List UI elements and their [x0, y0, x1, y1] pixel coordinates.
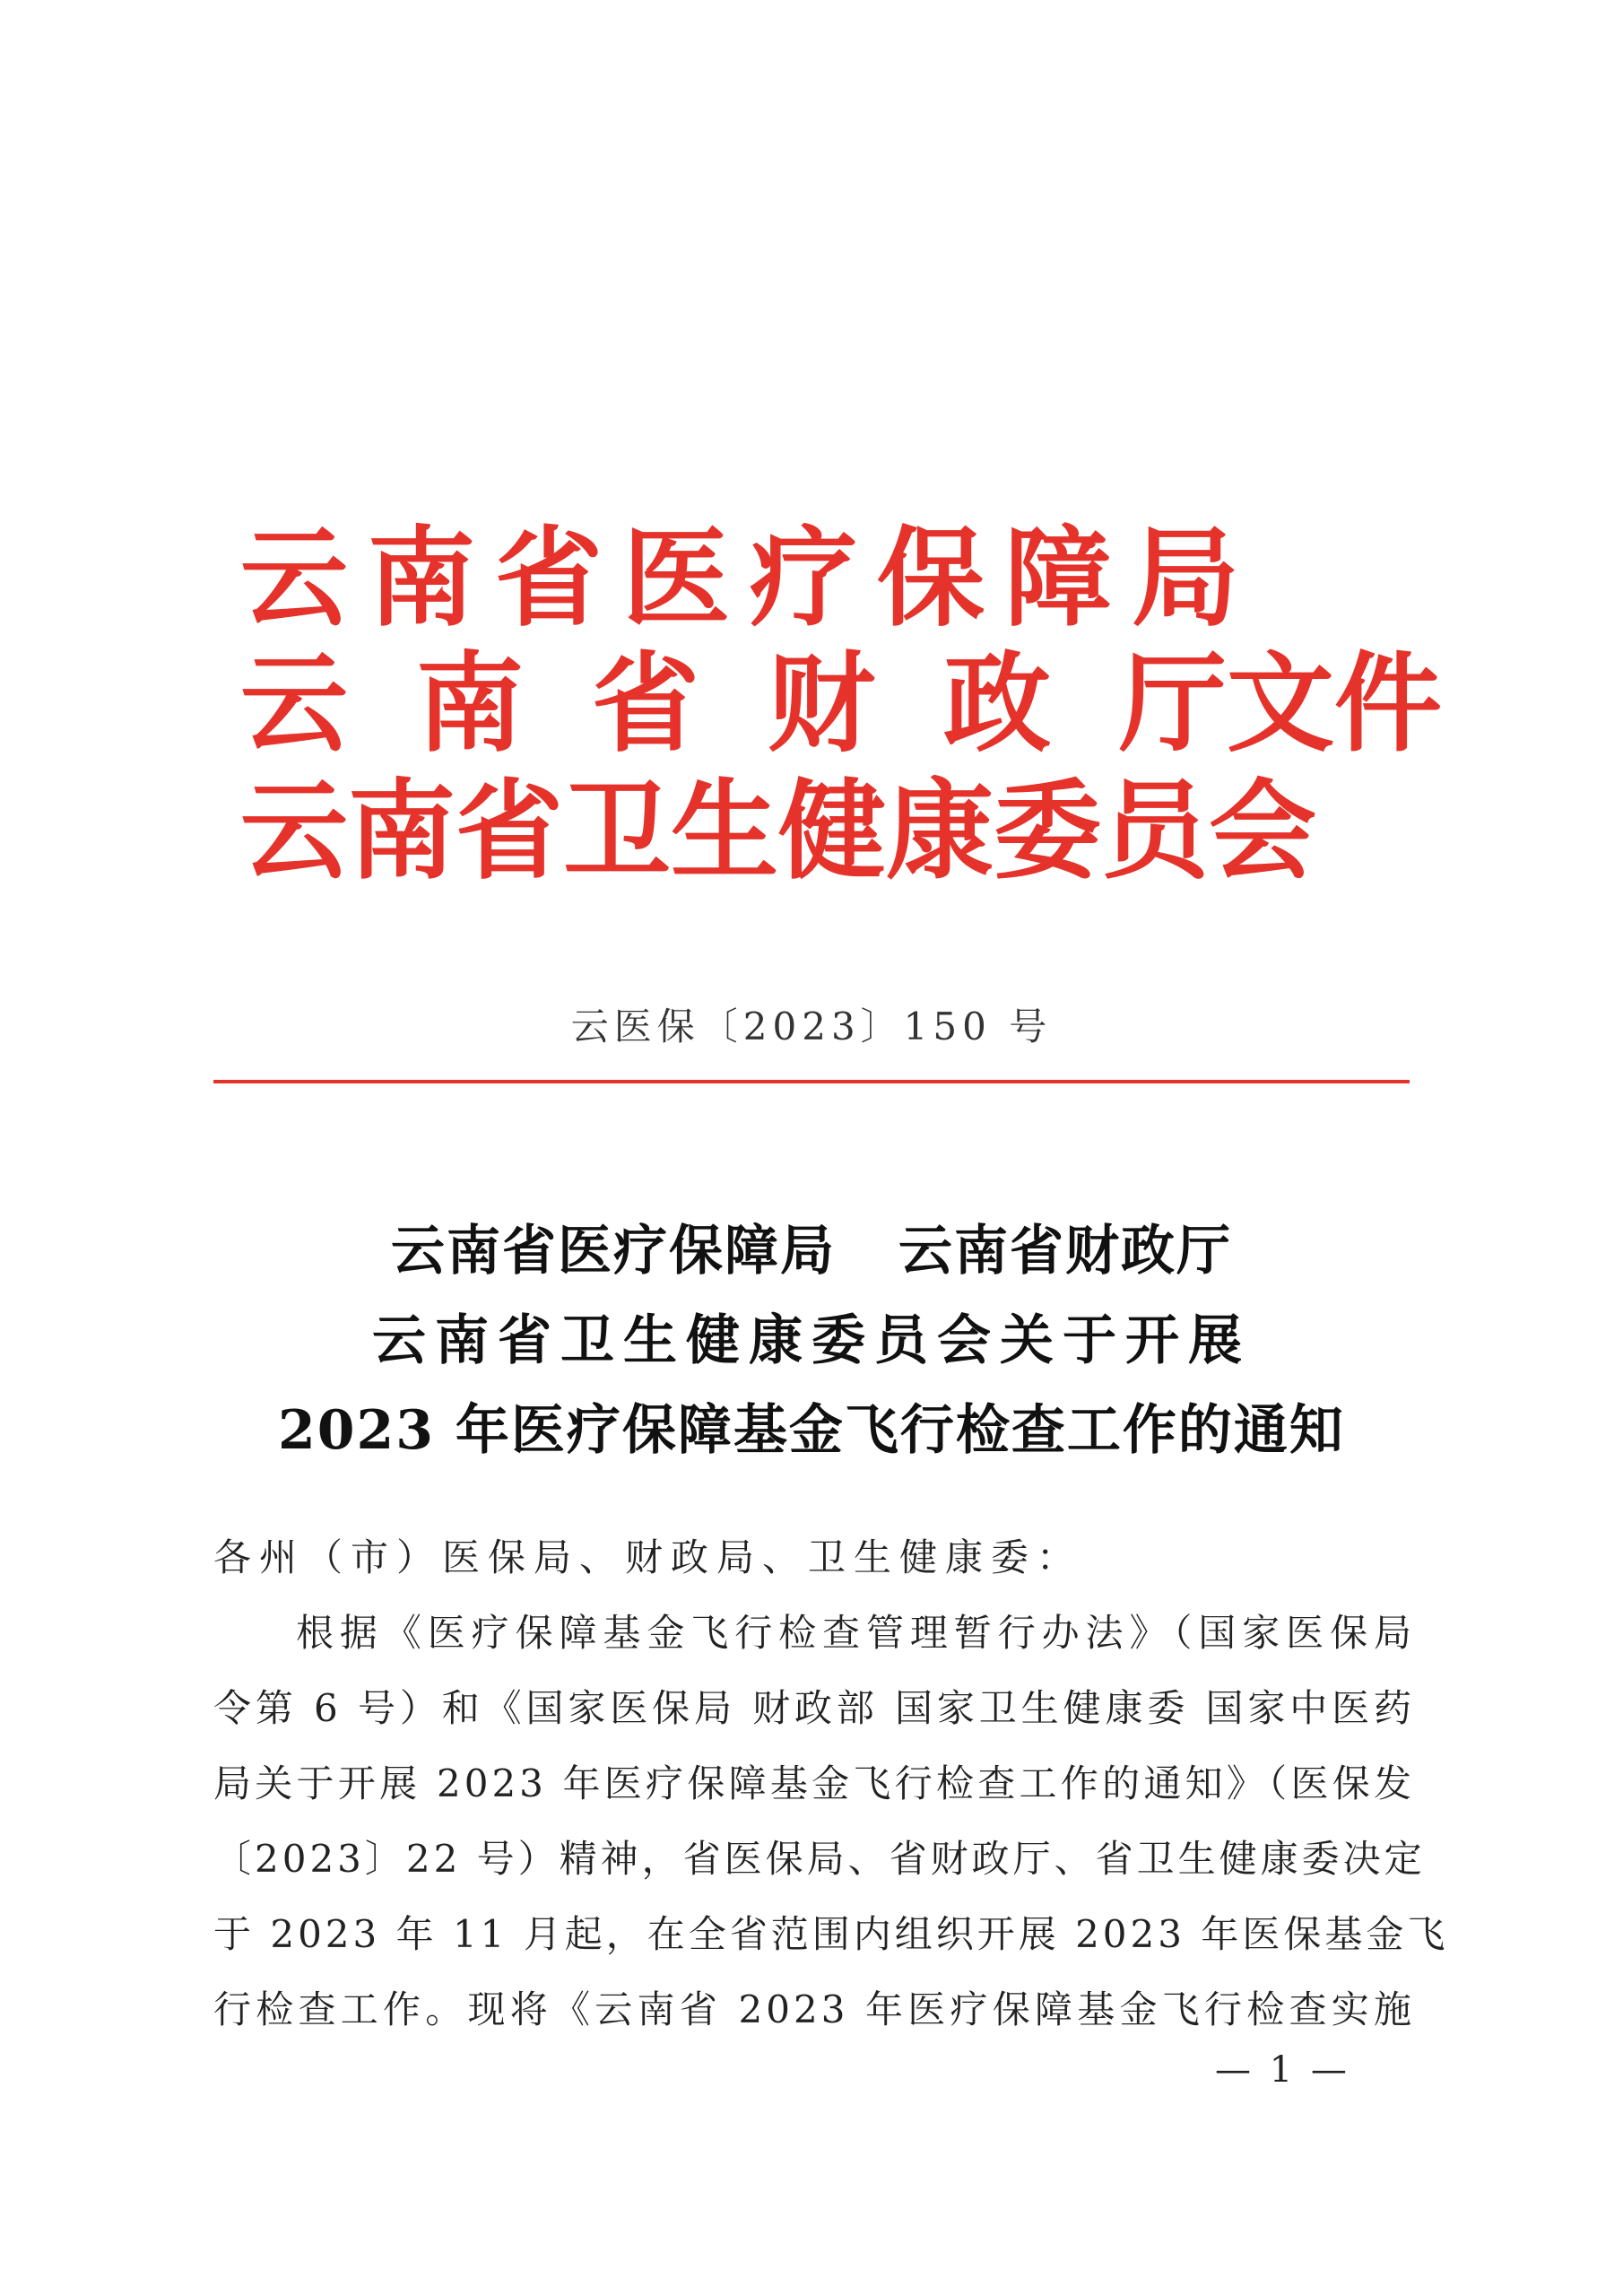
body-line: 局关于开展 2023 年医疗保障基金飞行检查工作的通知》（医保发 — [213, 1761, 1415, 1805]
page-number: — 1 — — [1215, 2049, 1350, 2091]
document-body — [213, 1520, 1449, 2048]
masthead-char: 财 — [768, 640, 875, 767]
body-line: 行检查工作。现将《云南省 2023 年医疗保障基金飞行检查实施 — [213, 1987, 1415, 2031]
body-line: 令第 6 号）和《国家医保局 财政部 国家卫生健康委 国家中医药 — [213, 1686, 1415, 1730]
masthead-line-2-tail: 厅文件 — [1119, 640, 1442, 767]
masthead-char: 云 — [240, 640, 348, 767]
salutation: 各州（市）医保局、财政局、卫生健康委： — [213, 1535, 1083, 1579]
masthead-line-2 — [240, 641, 1442, 767]
document-title — [0, 1206, 1623, 1475]
title-issuer-1: 云南省医疗保障局 — [391, 1220, 836, 1283]
body-line: 根据《医疗保障基金飞行检查管理暂行办法》（国家医保局 — [296, 1611, 1415, 1655]
title-line-3: 2023 年医疗保障基金飞行检查工作的通知 — [278, 1399, 1345, 1462]
masthead-line-3: 云南省卫生健康委员会 — [240, 768, 1316, 894]
title-line-1 — [0, 1206, 1623, 1296]
masthead-line-1: 云南省医疗保障局 — [240, 515, 1259, 641]
red-separator-line — [213, 1080, 1410, 1083]
masthead-char: 南 — [416, 640, 524, 767]
masthead-char: 政 — [943, 640, 1051, 767]
document-number: 云医保〔2023〕150 号 — [570, 1004, 1053, 1048]
body-line: 于 2023 年 11 月起，在全省范围内组织开展 2023 年医保基金飞 — [213, 1912, 1449, 1956]
title-line-2: 云南省卫生健康委员会关于开展 — [372, 1309, 1251, 1372]
masthead-char: 省 — [592, 640, 699, 767]
title-issuer-2: 云南省财政厅 — [898, 1220, 1232, 1283]
body-line: 〔2023〕22 号）精神，省医保局、省财政厅、省卫生健康委决定 — [213, 1837, 1426, 1881]
